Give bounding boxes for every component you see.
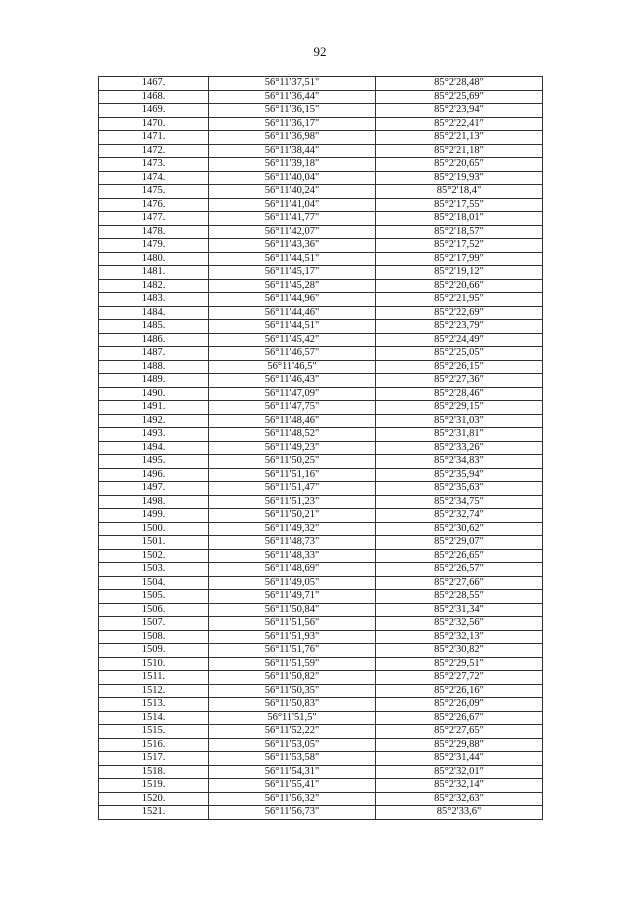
point-number-cell: 1507. (99, 617, 209, 631)
latitude-cell: 56°11'44,96" (209, 293, 376, 307)
latitude-cell: 56°11'47,09" (209, 387, 376, 401)
point-number-cell: 1487. (99, 347, 209, 361)
latitude-cell: 56°11'51,47" (209, 482, 376, 496)
latitude-cell: 56°11'46,43" (209, 374, 376, 388)
table-row (99, 617, 543, 631)
point-number-cell: 1520. (99, 792, 209, 806)
latitude-cell: 56°11'48,52" (209, 428, 376, 442)
table-row (99, 347, 543, 361)
latitude-cell: 56°11'49,71" (209, 590, 376, 604)
latitude-cell: 56°11'41,04" (209, 198, 376, 212)
table-row (99, 603, 543, 617)
point-number-cell: 1484. (99, 306, 209, 320)
longitude-cell: 85°2'35,94" (376, 468, 543, 482)
longitude-cell: 85°2'26,65" (376, 549, 543, 563)
point-number-cell: 1486. (99, 333, 209, 347)
point-number-cell: 1473. (99, 158, 209, 172)
table-row (99, 225, 543, 239)
latitude-cell: 56°11'48,33" (209, 549, 376, 563)
table-row (99, 806, 543, 820)
point-number-cell: 1500. (99, 522, 209, 536)
latitude-cell: 56°11'53,58" (209, 752, 376, 766)
longitude-cell: 85°2'17,55" (376, 198, 543, 212)
table-row (99, 779, 543, 793)
point-number-cell: 1493. (99, 428, 209, 442)
point-number-cell: 1515. (99, 725, 209, 739)
longitude-cell: 85°2'21,18" (376, 144, 543, 158)
latitude-cell: 56°11'39,18" (209, 158, 376, 172)
latitude-cell: 56°11'51,5" (209, 711, 376, 725)
table-row (99, 765, 543, 779)
latitude-cell: 56°11'40,04" (209, 171, 376, 185)
table-row (99, 360, 543, 374)
longitude-cell: 85°2'31,03" (376, 414, 543, 428)
latitude-cell: 56°11'56,73" (209, 806, 376, 820)
coordinates-table (98, 76, 543, 820)
latitude-cell: 56°11'49,23" (209, 441, 376, 455)
page-number: 92 (313, 44, 327, 59)
longitude-cell: 85°2'25,05" (376, 347, 543, 361)
table-row (99, 455, 543, 469)
table-row (99, 252, 543, 266)
point-number-cell: 1513. (99, 698, 209, 712)
table-row (99, 104, 543, 118)
table-row (99, 158, 543, 172)
point-number-cell: 1472. (99, 144, 209, 158)
table-row (99, 198, 543, 212)
latitude-cell: 56°11'36,17" (209, 117, 376, 131)
latitude-cell: 56°11'53,05" (209, 738, 376, 752)
point-number-cell: 1478. (99, 225, 209, 239)
latitude-cell: 56°11'51,93" (209, 630, 376, 644)
point-number-cell: 1480. (99, 252, 209, 266)
latitude-cell: 56°11'50,83" (209, 698, 376, 712)
table-row (99, 320, 543, 334)
point-number-cell: 1508. (99, 630, 209, 644)
longitude-cell: 85°2'33,6" (376, 806, 543, 820)
latitude-cell: 56°11'44,46" (209, 306, 376, 320)
table-row (99, 738, 543, 752)
latitude-cell: 56°11'43,36" (209, 239, 376, 253)
longitude-cell: 85°2'23,79" (376, 320, 543, 334)
longitude-cell: 85°2'30,82" (376, 644, 543, 658)
table-row (99, 117, 543, 131)
latitude-cell: 56°11'51,76" (209, 644, 376, 658)
table-row (99, 90, 543, 104)
longitude-cell: 85°2'22,41" (376, 117, 543, 131)
point-number-cell: 1512. (99, 684, 209, 698)
longitude-cell: 85°2'31,81" (376, 428, 543, 442)
longitude-cell: 85°2'21,13" (376, 131, 543, 145)
latitude-cell: 56°11'50,84" (209, 603, 376, 617)
longitude-cell: 85°2'22,69" (376, 306, 543, 320)
longitude-cell: 85°2'27,66" (376, 576, 543, 590)
table-row (99, 266, 543, 280)
point-number-cell: 1501. (99, 536, 209, 550)
point-number-cell: 1497. (99, 482, 209, 496)
longitude-cell: 85°2'25,69" (376, 90, 543, 104)
table-row (99, 131, 543, 145)
point-number-cell: 1517. (99, 752, 209, 766)
longitude-cell: 85°2'20,66" (376, 279, 543, 293)
table-row (99, 711, 543, 725)
longitude-cell: 85°2'18,57" (376, 225, 543, 239)
latitude-cell: 56°11'44,51" (209, 252, 376, 266)
table-row (99, 171, 543, 185)
longitude-cell: 85°2'18,01" (376, 212, 543, 226)
latitude-cell: 56°11'52,22" (209, 725, 376, 739)
longitude-cell: 85°2'29,07" (376, 536, 543, 550)
point-number-cell: 1516. (99, 738, 209, 752)
latitude-cell: 56°11'47,75" (209, 401, 376, 415)
point-number-cell: 1492. (99, 414, 209, 428)
latitude-cell: 56°11'49,05" (209, 576, 376, 590)
point-number-cell: 1496. (99, 468, 209, 482)
longitude-cell: 85°2'31,34" (376, 603, 543, 617)
latitude-cell: 56°11'50,21" (209, 509, 376, 523)
table-row (99, 576, 543, 590)
longitude-cell: 85°2'29,51" (376, 657, 543, 671)
table-row (99, 482, 543, 496)
latitude-cell: 56°11'44,51" (209, 320, 376, 334)
point-number-cell: 1499. (99, 509, 209, 523)
point-number-cell: 1504. (99, 576, 209, 590)
table-row (99, 536, 543, 550)
longitude-cell: 85°2'26,09" (376, 698, 543, 712)
table-row (99, 387, 543, 401)
latitude-cell: 56°11'46,5" (209, 360, 376, 374)
point-number-cell: 1495. (99, 455, 209, 469)
longitude-cell: 85°2'30,62" (376, 522, 543, 536)
latitude-cell: 56°11'48,46" (209, 414, 376, 428)
table-row (99, 441, 543, 455)
table-row (99, 468, 543, 482)
point-number-cell: 1467. (99, 77, 209, 91)
latitude-cell: 56°11'45,28" (209, 279, 376, 293)
table-row (99, 144, 543, 158)
longitude-cell: 85°2'26,57" (376, 563, 543, 577)
table-row (99, 671, 543, 685)
table-row (99, 549, 543, 563)
table-row (99, 725, 543, 739)
longitude-cell: 85°2'26,15" (376, 360, 543, 374)
point-number-cell: 1468. (99, 90, 209, 104)
table-row (99, 630, 543, 644)
point-number-cell: 1469. (99, 104, 209, 118)
latitude-cell: 56°11'36,98" (209, 131, 376, 145)
point-number-cell: 1505. (99, 590, 209, 604)
table-row (99, 509, 543, 523)
table-row (99, 495, 543, 509)
point-number-cell: 1498. (99, 495, 209, 509)
latitude-cell: 56°11'45,42" (209, 333, 376, 347)
latitude-cell: 56°11'37,51" (209, 77, 376, 91)
point-number-cell: 1488. (99, 360, 209, 374)
longitude-cell: 85°2'20,65" (376, 158, 543, 172)
latitude-cell: 56°11'51,56" (209, 617, 376, 631)
latitude-cell: 56°11'54,31" (209, 765, 376, 779)
longitude-cell: 85°2'26,67" (376, 711, 543, 725)
longitude-cell: 85°2'21,95" (376, 293, 543, 307)
longitude-cell: 85°2'26,16" (376, 684, 543, 698)
table-row (99, 428, 543, 442)
longitude-cell: 85°2'27,72" (376, 671, 543, 685)
longitude-cell: 85°2'31,44" (376, 752, 543, 766)
longitude-cell: 85°2'18,4" (376, 185, 543, 199)
longitude-cell: 85°2'32,13" (376, 630, 543, 644)
point-number-cell: 1471. (99, 131, 209, 145)
latitude-cell: 56°11'50,82" (209, 671, 376, 685)
latitude-cell: 56°11'51,59" (209, 657, 376, 671)
point-number-cell: 1519. (99, 779, 209, 793)
latitude-cell: 56°11'50,35" (209, 684, 376, 698)
table-row (99, 374, 543, 388)
longitude-cell: 85°2'34,83" (376, 455, 543, 469)
table-row (99, 239, 543, 253)
latitude-cell: 56°11'51,16" (209, 468, 376, 482)
longitude-cell: 85°2'34,75" (376, 495, 543, 509)
point-number-cell: 1511. (99, 671, 209, 685)
longitude-cell: 85°2'32,63" (376, 792, 543, 806)
table-row (99, 698, 543, 712)
table-row (99, 77, 543, 91)
point-number-cell: 1474. (99, 171, 209, 185)
table-row (99, 306, 543, 320)
point-number-cell: 1506. (99, 603, 209, 617)
latitude-cell: 56°11'38,44" (209, 144, 376, 158)
table-row (99, 684, 543, 698)
point-number-cell: 1518. (99, 765, 209, 779)
longitude-cell: 85°2'32,56" (376, 617, 543, 631)
table-row (99, 401, 543, 415)
longitude-cell: 85°2'32,01" (376, 765, 543, 779)
point-number-cell: 1489. (99, 374, 209, 388)
table-row (99, 657, 543, 671)
table-row (99, 279, 543, 293)
latitude-cell: 56°11'49,32" (209, 522, 376, 536)
point-number-cell: 1514. (99, 711, 209, 725)
latitude-cell: 56°11'51,23" (209, 495, 376, 509)
longitude-cell: 85°2'27,65" (376, 725, 543, 739)
longitude-cell: 85°2'27,36" (376, 374, 543, 388)
point-number-cell: 1503. (99, 563, 209, 577)
table-row (99, 563, 543, 577)
point-number-cell: 1482. (99, 279, 209, 293)
longitude-cell: 85°2'28,55" (376, 590, 543, 604)
latitude-cell: 56°11'42,07" (209, 225, 376, 239)
latitude-cell: 56°11'55,41" (209, 779, 376, 793)
point-number-cell: 1476. (99, 198, 209, 212)
longitude-cell: 85°2'28,48" (376, 77, 543, 91)
table-row (99, 333, 543, 347)
point-number-cell: 1479. (99, 239, 209, 253)
latitude-cell: 56°11'48,69" (209, 563, 376, 577)
longitude-cell: 85°2'29,15" (376, 401, 543, 415)
latitude-cell: 56°11'48,73" (209, 536, 376, 550)
point-number-cell: 1491. (99, 401, 209, 415)
latitude-cell: 56°11'56,32" (209, 792, 376, 806)
latitude-cell: 56°11'36,15" (209, 104, 376, 118)
table-row (99, 293, 543, 307)
table-row (99, 590, 543, 604)
point-number-cell: 1485. (99, 320, 209, 334)
table-row (99, 522, 543, 536)
longitude-cell: 85°2'33,26" (376, 441, 543, 455)
point-number-cell: 1483. (99, 293, 209, 307)
longitude-cell: 85°2'19,93" (376, 171, 543, 185)
point-number-cell: 1509. (99, 644, 209, 658)
latitude-cell: 56°11'50,25" (209, 455, 376, 469)
coordinates-table-body (99, 77, 543, 820)
point-number-cell: 1490. (99, 387, 209, 401)
point-number-cell: 1470. (99, 117, 209, 131)
point-number-cell: 1477. (99, 212, 209, 226)
table-row (99, 792, 543, 806)
point-number-cell: 1521. (99, 806, 209, 820)
longitude-cell: 85°2'35,63" (376, 482, 543, 496)
longitude-cell: 85°2'29,88" (376, 738, 543, 752)
latitude-cell: 56°11'40,24" (209, 185, 376, 199)
table-row (99, 185, 543, 199)
point-number-cell: 1502. (99, 549, 209, 563)
table-row (99, 414, 543, 428)
longitude-cell: 85°2'28,46" (376, 387, 543, 401)
latitude-cell: 56°11'36,44" (209, 90, 376, 104)
longitude-cell: 85°2'23,94" (376, 104, 543, 118)
point-number-cell: 1510. (99, 657, 209, 671)
table-row (99, 212, 543, 226)
table-row (99, 752, 543, 766)
longitude-cell: 85°2'19,12" (376, 266, 543, 280)
point-number-cell: 1494. (99, 441, 209, 455)
longitude-cell: 85°2'17,99" (376, 252, 543, 266)
latitude-cell: 56°11'46,57" (209, 347, 376, 361)
longitude-cell: 85°2'32,14" (376, 779, 543, 793)
longitude-cell: 85°2'32,74" (376, 509, 543, 523)
table-row (99, 644, 543, 658)
longitude-cell: 85°2'17,52" (376, 239, 543, 253)
point-number-cell: 1481. (99, 266, 209, 280)
point-number-cell: 1475. (99, 185, 209, 199)
latitude-cell: 56°11'41,77" (209, 212, 376, 226)
longitude-cell: 85°2'24,49" (376, 333, 543, 347)
latitude-cell: 56°11'45,17" (209, 266, 376, 280)
